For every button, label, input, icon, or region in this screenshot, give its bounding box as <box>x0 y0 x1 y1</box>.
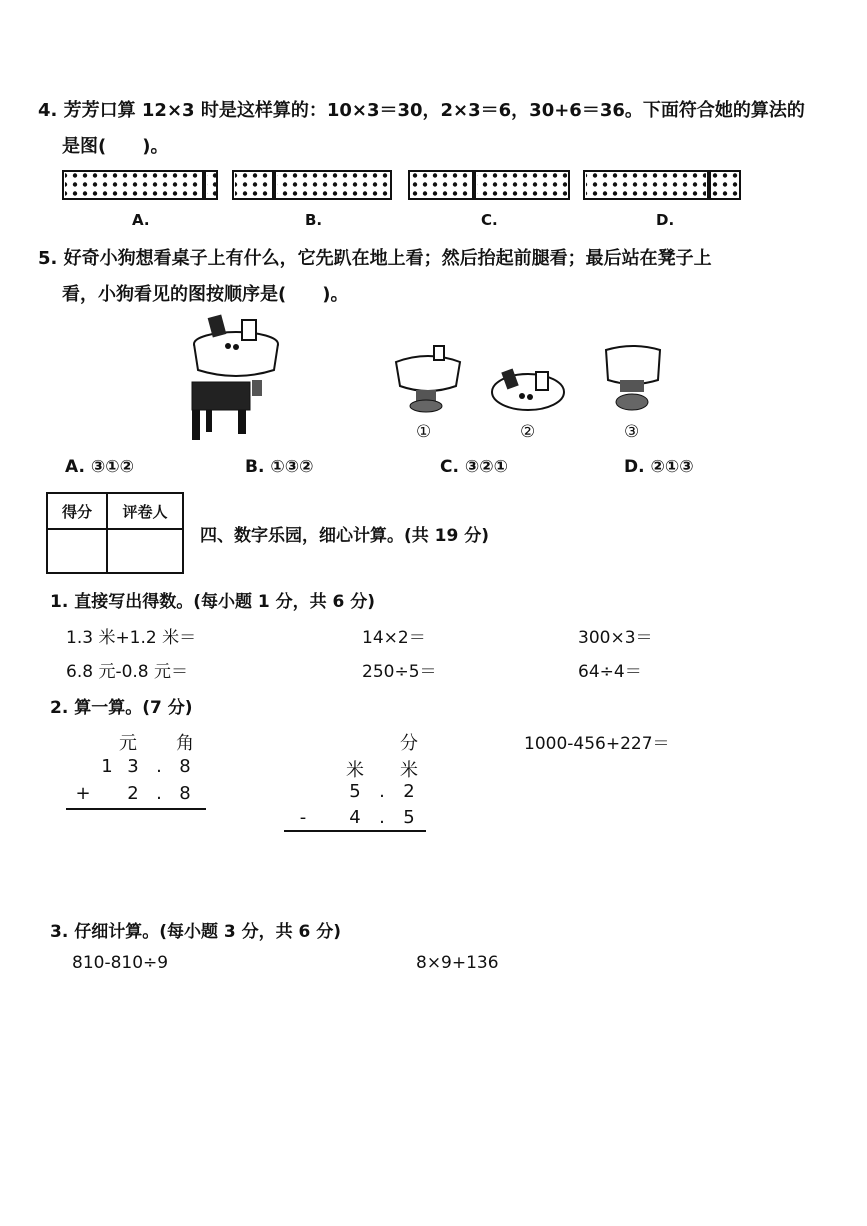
q5-option-c[interactable]: C. ③②① <box>440 457 509 477</box>
view-2-illustration <box>490 362 568 414</box>
unit-yuan: 元 <box>119 733 137 754</box>
operator: - <box>299 807 307 828</box>
sub3-title: 3. 仔细计算。(每小题 3 分，共 6 分) <box>50 922 342 942</box>
q4-option-c[interactable]: C. <box>481 211 498 229</box>
view-1-label: ① <box>416 422 432 442</box>
section4-title: 四、数字乐园，细心计算。(共 19 分) <box>200 526 490 546</box>
q4-line2: 是图( )。 <box>62 136 169 157</box>
view-1-illustration <box>390 340 466 420</box>
calc-item: 64÷4＝ <box>578 662 642 682</box>
view-2-label: ② <box>520 422 536 442</box>
q5-line1: 5. 好奇小狗想看桌子上有什么，它先趴在地上看；然后抬起前腿看；最后站在凳子上 <box>38 248 712 269</box>
digit: . <box>379 807 385 828</box>
q4-option-d[interactable]: D. <box>656 211 675 229</box>
calc-item: 250÷5＝ <box>362 662 437 682</box>
calc-item: 14×2＝ <box>362 628 426 648</box>
q5-line2: 看，小狗看见的图按顺序是( )。 <box>62 284 349 305</box>
q5-option-a[interactable]: A. ③①② <box>65 457 135 477</box>
digit: 8 <box>179 783 191 804</box>
grader-cell[interactable] <box>107 529 183 573</box>
calc-item: 8×9+136 <box>416 953 499 973</box>
digit: . <box>379 781 385 802</box>
q4-option-a[interactable]: A. <box>132 211 150 229</box>
table-stool-illustration <box>186 312 286 447</box>
digit: 2 <box>127 783 139 804</box>
sub1-title: 1. 直接写出得数。(每小题 1 分，共 6 分) <box>50 592 376 612</box>
unit-jiao: 角 <box>176 733 194 754</box>
digit: . <box>156 756 162 777</box>
digit: 1 <box>101 756 113 777</box>
unit-mi: 米 <box>400 760 418 781</box>
grader-header: 评卷人 <box>107 493 183 529</box>
difference-line <box>284 830 426 832</box>
operator: + <box>75 783 91 804</box>
sum-line <box>66 808 206 810</box>
digit: 4 <box>349 807 361 828</box>
dot-pattern-svg <box>0 0 867 220</box>
q4-option-b[interactable]: B. <box>305 211 323 229</box>
q5-option-b[interactable]: B. ①③② <box>245 457 314 477</box>
unit-mi: 米 <box>346 760 364 781</box>
q4-line1: 4. 芳芳口算 12×3 时是这样算的：10×3＝30，2×3＝6，30+6＝36。下面符合她的算法的 <box>38 100 805 121</box>
sub2-title: 2. 算一算。(7 分) <box>50 698 193 718</box>
q5-option-d[interactable]: D. ②①③ <box>624 457 694 477</box>
score-cell[interactable] <box>47 529 107 573</box>
digit: 8 <box>179 756 191 777</box>
calc-item: 300×3＝ <box>578 628 653 648</box>
digit: 5 <box>349 781 361 802</box>
digit: . <box>156 783 162 804</box>
digit: 3 <box>127 756 139 777</box>
unit-fen: 分 <box>400 733 418 754</box>
calc-item: 810-810÷9 <box>72 953 169 973</box>
digit: 5 <box>403 807 415 828</box>
sub2-expression: 1000-456+227＝ <box>524 734 670 754</box>
calc-item: 6.8 元-0.8 元＝ <box>66 662 189 682</box>
calc-item: 1.3 米+1.2 米＝ <box>66 628 197 648</box>
view-3-illustration <box>600 340 666 420</box>
score-header: 得分 <box>47 493 107 529</box>
view-3-label: ③ <box>624 422 640 442</box>
digit: 2 <box>403 781 415 802</box>
score-table <box>46 492 184 574</box>
